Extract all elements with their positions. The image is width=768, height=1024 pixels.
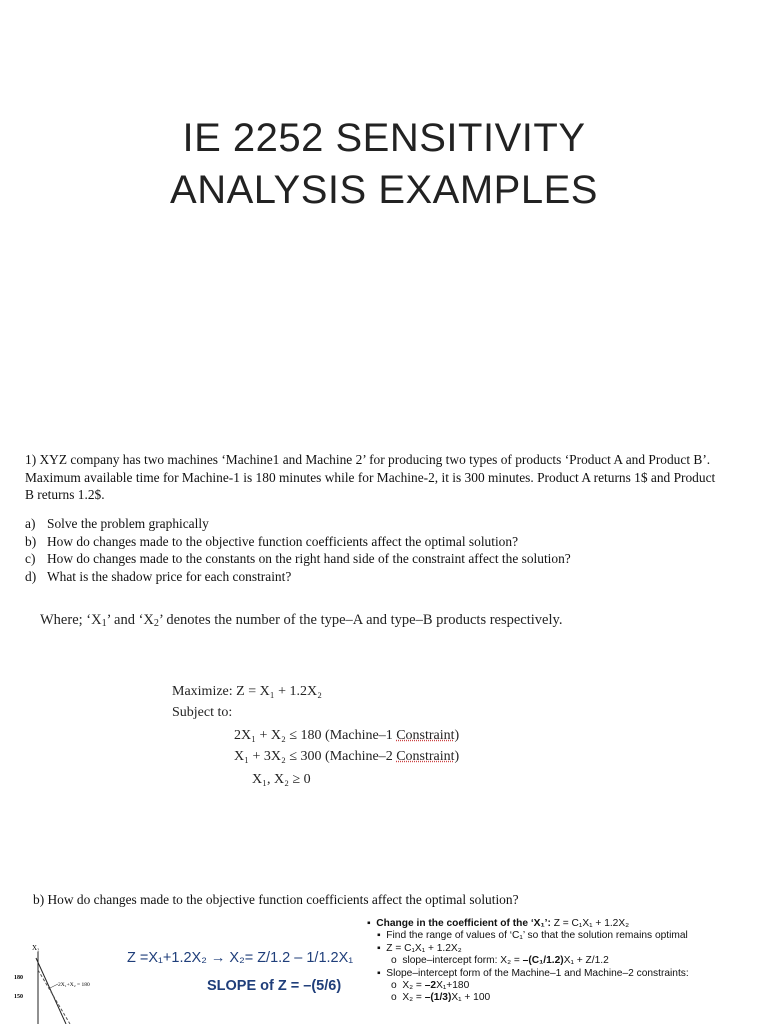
- objective-slope-equation: Z =X₁+1.2X₂ → X₂= Z/1.2 – 1/1.2X₁: [127, 950, 354, 966]
- page-title: [0, 112, 768, 216]
- bullet-item: ▪ Slope–intercept form of the Machine–1 and Machine–2 constraints:: [377, 967, 689, 979]
- title-line-1: IE 2252 SENSITIVITY: [182, 116, 586, 160]
- constraint-line-label: 2X₁+X₂ = 180: [58, 982, 90, 988]
- sub-bullet-item: o X₂ = –2X₁+180: [391, 980, 470, 992]
- non-negativity-constraint: X₁, X₂ ≥ 0: [252, 772, 311, 787]
- bullet-item: ▪ Change in the coefficient of the ‘X₁’: Z = C₁X₁ + 1.2X₂: [367, 918, 630, 929]
- objective-slope-value: SLOPE of Z = –(5/6): [207, 978, 342, 994]
- constraint-machine-2: X₁ + 3X₂ ≤ 300 (Machine–2 Constraint): [234, 749, 460, 764]
- task-item: d) What is the shadow price for each constraint?: [25, 568, 292, 584]
- task-item: a) Solve the problem graphically: [25, 516, 209, 531]
- problem-statement: 1) XYZ company has two machines ‘Machine1 and Machine 2’ for producing two types of products ‘Product A and Product B’. Maximum available time for Machine-1 is 180 minutes while for Machine-2, it is 300 minutes. Product A returns 1$ and Product B returns 1.2$.: [25, 452, 716, 502]
- sub-bullet-item: o slope–intercept form: X₂ = –(C₁/1.2)X₁ + Z/1.2: [391, 955, 609, 967]
- y-axis-label: X₂: [32, 944, 40, 952]
- part-b-question: b) How do changes made to the objective function coefficients affect the optimal solution?: [33, 892, 519, 907]
- bullet-item: ▪ Find the range of values of ‘C₁’ so that the solution remains optimal: [377, 930, 688, 942]
- label-leader: [50, 984, 58, 988]
- task-list: [25, 515, 745, 585]
- subject-to-label: Subject to:: [172, 705, 233, 720]
- coefficient-change-notes: [367, 918, 757, 1005]
- constraint-machine-1: 2X₁ + X₂ ≤ 180 (Machine–1 Constraint): [234, 728, 460, 743]
- feasible-region-chart: [0, 940, 120, 1024]
- objective-line: [38, 970, 70, 1024]
- task-item: c) How do changes made to the constants on the right hand side of the constraint affect the solution?: [25, 551, 571, 566]
- objective-function: Maximize: Z = X₁ + 1.2X₂: [172, 684, 322, 699]
- bullet-item: ▪ Z = C₁X₁ + 1.2X₂: [377, 942, 462, 954]
- task-item: b) How do changes made to the objective function coefficients affect the optimal solution?: [25, 533, 519, 549]
- sub-bullet-item: o X₂ = –(1/3)X₁ + 100: [391, 992, 491, 1004]
- variable-definition: Where; ‘$X_1$’ and ‘$X_2$’ denotes the number of the type–A and type–B products respectively.: [40, 612, 563, 629]
- title-line-2: ANALYSIS EXAMPLES: [170, 168, 598, 212]
- tick-label-180: 180: [14, 975, 23, 981]
- tick-label-150: 150: [14, 994, 23, 1000]
- constraint-line-1: [36, 958, 66, 1024]
